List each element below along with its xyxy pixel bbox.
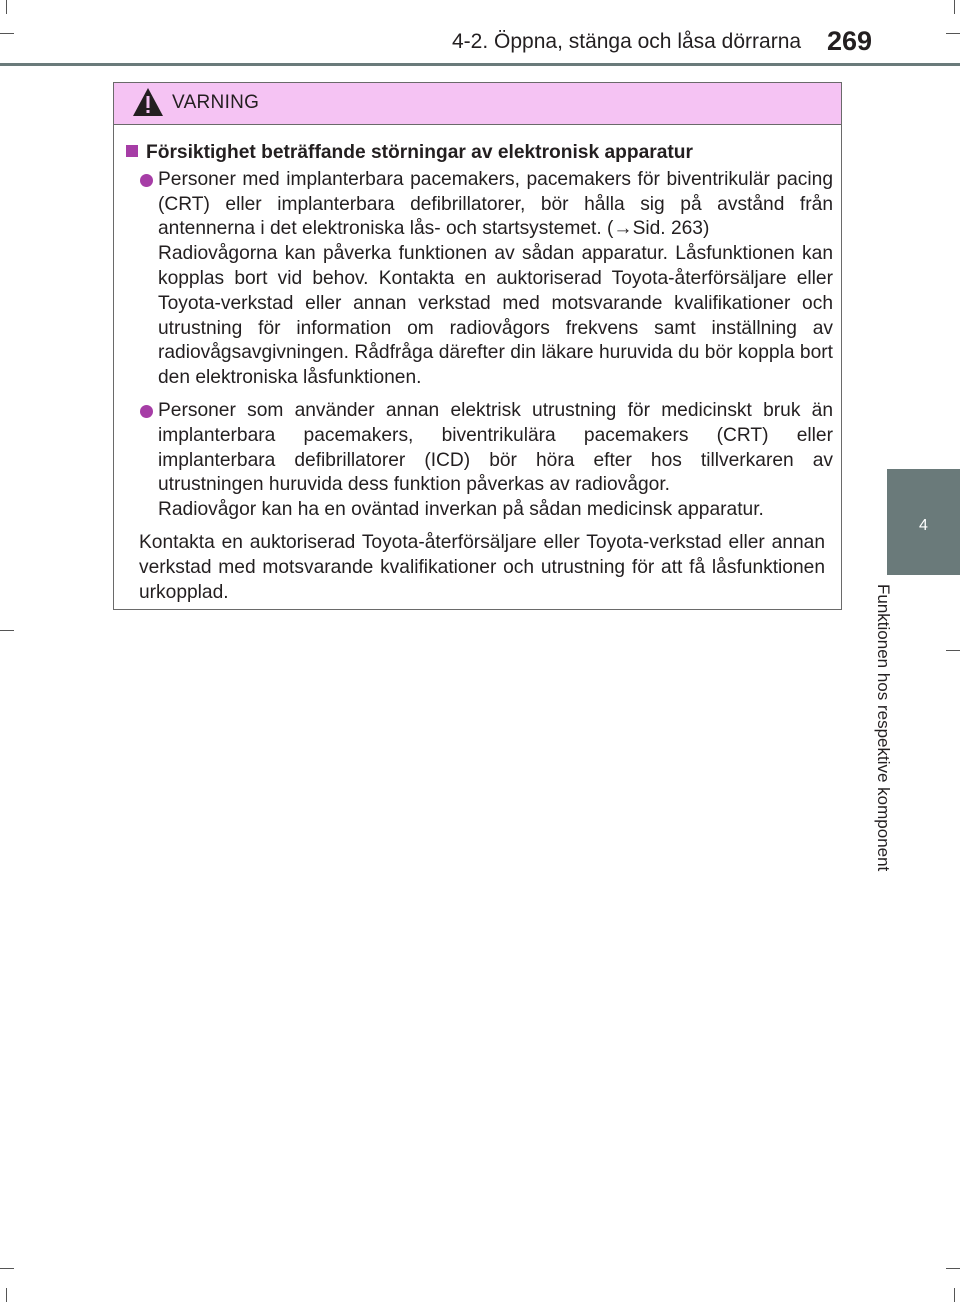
crop-mark [0,630,14,631]
header-rule [0,63,960,66]
page-number: 269 [827,26,873,56]
bullet-paragraph: Radiovågorna kan påverka funktionen av sådan apparatur. Låsfunktionen kan kopplas bort vid behov. Kontakta en auktoriserad Toyota-återförsäljare eller Toyota-verkstad eller annan verkstad med motsvarande kvalifikationer och utrustning för information om radiovågors frekvens samt inställning av radiovågsavgivningen. Rådfråga därefter din läkare huruvida du bör koppla bort den elektroniska låsfunktionen. [158,243,833,389]
warning-triangle-icon [132,87,164,122]
warning-heading [126,141,833,166]
chapter-title: Funktionen hos respektive komponent [874,584,893,872]
warning-box [113,82,842,610]
bullet-paragraph: Radiovågor kan ha en oväntad inverkan på sådan medicinsk apparatur. [158,499,764,521]
crop-mark [0,1268,14,1269]
crop-mark [946,650,960,651]
crop-mark [0,33,14,34]
square-bullet-icon [126,145,138,157]
section-title: 4-2. Öppna, stänga och låsa dörrarna [452,30,802,53]
warning-label: VARNING [172,92,260,113]
crop-mark [954,0,955,14]
closing-paragraph: Kontakta en auktoriserad Toyota-återförsäljare eller Toyota-verkstad eller annan verkstad med motsvarande kvalifikationer och utrustning för att få låsfunktionen urkopplad. [139,531,825,603]
warning-header [114,83,841,125]
bullet-paragraph: Personer med implanterbara pacemakers, pacemakers för biventrikulär pacing (CRT) eller implanterbara defibrillatorer, bör hålla sig på avstånd från antennerna i det elektroniska lås- och startsystemet. (→Sid. 263) [158,168,833,240]
warning-body [114,125,841,605]
crop-mark [954,1288,955,1302]
crop-mark [6,0,7,14]
chapter-number: 4 [919,517,928,534]
crop-mark [946,1268,960,1269]
warning-heading-text: Försiktighet beträffande störningar av elektronisk apparatur [146,142,693,163]
crop-mark [946,33,960,34]
list-item [140,168,833,391]
bullet-paragraph: Personer som använder annan elektrisk utrustning för medicinskt bruk än implanterbara pacemakers, biventrikulära pacemakers (CRT) eller implanterbara defibrillatorer (ICD) bör höra efter hos tillverkaren av utrustningen huruvida dess funktion påverkas av radiovågor. [158,399,833,496]
chapter-tab [887,469,960,575]
bullet-dot-icon [140,174,153,187]
crop-mark [6,1288,7,1302]
bullet-dot-icon [140,405,153,418]
list-item [140,399,833,523]
